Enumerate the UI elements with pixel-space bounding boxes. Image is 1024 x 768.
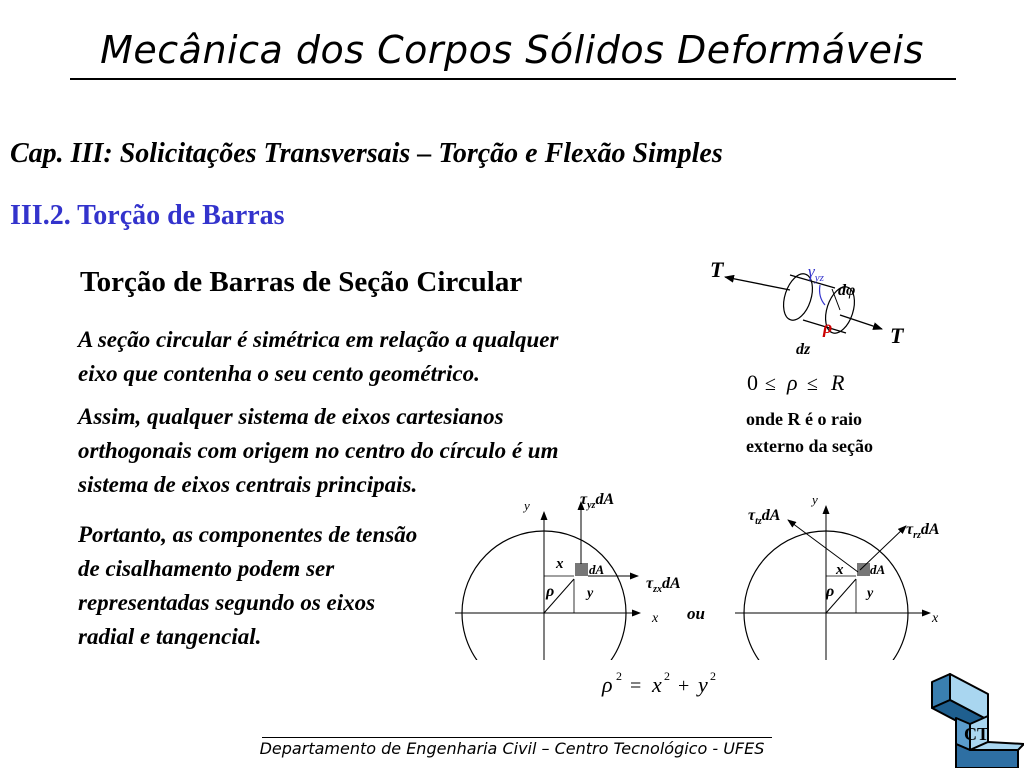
left-circle-figure	[450, 480, 690, 660]
tau-tz-label: $\tau_{tz}dA$	[748, 507, 781, 527]
subsection-heading: Torção de Barras de Seção Circular	[80, 266, 523, 298]
range-R: R	[831, 370, 845, 395]
range-rho: ρ	[787, 370, 798, 395]
rho-range	[745, 368, 865, 398]
y-label: y	[587, 586, 594, 601]
range-le-2: ≤	[807, 373, 818, 395]
torque-label-left: T	[710, 257, 724, 282]
eq-rho: ρ	[602, 672, 613, 697]
tau-rz-label: $\tau_{rz}dA$	[906, 521, 940, 541]
y-axis-label: y	[524, 498, 530, 513]
eq-sup-1: 2	[616, 669, 622, 683]
dphi-label: dφ	[838, 282, 856, 299]
y-axis-label: y	[812, 492, 818, 507]
paragraph-shear-components: Portanto, as componentes de tensão de cisalhamento podem ser representadas segundo os eixos radial e tangencial.	[78, 522, 418, 649]
tau-yz-label: $\tau_{yz}dA$	[580, 491, 615, 511]
eq-sup-2: 2	[664, 669, 670, 683]
rho-label: ρ	[546, 583, 555, 600]
area-element	[857, 563, 870, 576]
range-zero: 0	[747, 370, 758, 395]
area-element	[575, 563, 588, 576]
eq-sup-3: 2	[710, 669, 716, 683]
dz-label: dz	[796, 341, 811, 358]
chapter-heading: Cap. III: Solicitações Transversais – Torção e Flexão Simples	[10, 138, 723, 169]
eq-y: y	[698, 672, 708, 697]
title-underline	[70, 78, 956, 80]
equation-rho-squared	[600, 666, 730, 702]
range-le-1: ≤	[765, 373, 776, 395]
paragraph-symmetry: A seção circular é simétrica em relação a qualquer eixo que contenha o seu cento geométrico.	[78, 327, 559, 386]
torque-arrow-left	[725, 277, 790, 290]
right-circle-figure	[730, 480, 970, 660]
eq-x: x	[652, 672, 662, 697]
x-label: x	[836, 562, 844, 578]
dA-label: dA	[589, 562, 605, 577]
bar-torsion-figure	[690, 255, 920, 365]
x-axis-label: x	[652, 611, 659, 626]
paragraph-principal-axes: Assim, qualquer sistema de eixos cartesianos orthogonais com origem no centro do círculo é um sistema de eixos centrais principais.	[78, 404, 559, 497]
rho-label: ρ	[823, 317, 833, 337]
rho-label: ρ	[826, 583, 835, 600]
x-axis-label: x	[932, 611, 939, 626]
or-label: ou	[687, 604, 705, 623]
x-label: x	[556, 556, 564, 572]
note-line-2: externo da seção	[746, 436, 873, 456]
tau-zx-label: $\tau_{zx}dA$	[646, 575, 681, 595]
footer-text: Departamento de Engenharia Civil – Centro Tecnológico - UFES	[259, 739, 765, 758]
torque-label-right: T	[890, 323, 904, 348]
eq-plus: +	[678, 675, 690, 697]
footer-rule	[262, 737, 772, 738]
note-line-1: onde R é o raio	[746, 409, 862, 429]
page-title: Mecânica dos Corpos Sólidos Deformáveis	[100, 28, 924, 72]
gamma-label: $\gamma_{yz}$	[808, 262, 824, 284]
dA-label: dA	[870, 562, 886, 577]
eq-equals: =	[630, 675, 642, 697]
shear-angle-arc	[820, 285, 825, 305]
section-heading: III.2. Torção de Barras	[10, 200, 285, 231]
logo-letters: CT	[964, 724, 990, 744]
ct-logo	[928, 672, 1024, 768]
torque-arrow-right	[840, 315, 882, 329]
y-label: y	[867, 586, 874, 601]
tau-tz-arrow	[788, 520, 858, 572]
